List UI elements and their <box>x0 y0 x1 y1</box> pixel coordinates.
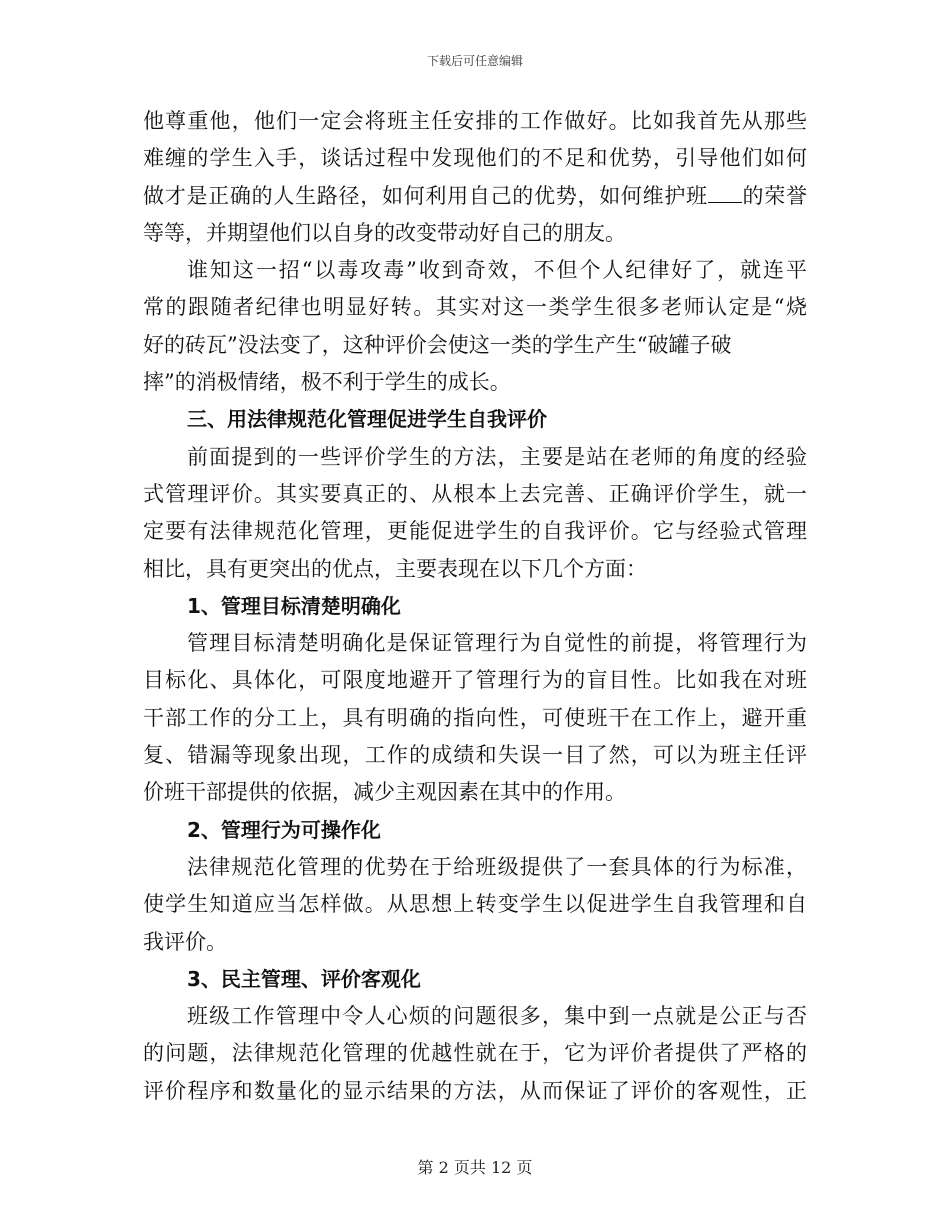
body-line: 好的砖瓦”没法变了，这种评价会使这一类的学生产生“破罐子破 <box>143 332 732 357</box>
body-line: 使学生知道应当怎样做。从思想上转变学生以促进学生自我管理和自 <box>143 892 807 917</box>
body-line: 等等，并期望他们以自身的改变带动好自己的朋友。 <box>143 220 626 245</box>
page-footer: 第 2 页共 12 页 <box>417 1158 533 1177</box>
section-heading: 三、用法律规范化管理促进学生自我评价 <box>187 407 547 432</box>
body-line: 班级工作管理中令人心烦的问题很多，集中到一点就是公正与否 <box>187 1004 807 1029</box>
body-line: 评价程序和数量化的显示结果的方法，从而保证了评价的客观性，正 <box>143 1078 807 1103</box>
body-line: 常的跟随者纪律也明显好转。其实对这一类学生很多老师认定是“烧 <box>143 295 807 320</box>
subsection-heading: 2、管理行为可操作化 <box>187 817 381 842</box>
body-line: 干部工作的分工上，具有明确的指向性，可使班干在工作上，避开重 <box>143 705 807 730</box>
body-line: 他尊重他，他们一定会将班主任安排的工作做好。比如我首先从那些 <box>143 109 807 133</box>
body-line: 管理目标清楚明确化是保证管理行为自觉性的前提，将管理行为 <box>187 631 807 656</box>
body-line-with-blank <box>143 178 807 215</box>
body-line: 价班干部提供的依据，减少主观因素在其中的作用。 <box>143 780 626 805</box>
body-line: 我评价。 <box>143 929 227 954</box>
body-line: 法律规范化管理的优势在于给班级提供了一套具体的行为标准， <box>187 854 807 879</box>
body-line: 的问题，法律规范化管理的优越性就在于，它为评价者提供了严格的 <box>143 1041 807 1066</box>
body-line: 相比，具有更突出的优点，主要表现在以下几个方面： <box>143 556 647 581</box>
subsection-heading: 3、民主管理、评价客观化 <box>187 966 421 991</box>
subsection-heading: 1、管理目标清楚明确化 <box>187 593 401 618</box>
body-line: 谁知这一招“以毒攻毒”收到奇效，不但个人纪律好了，就连平 <box>187 258 807 283</box>
body-line: 摔”的消极情绪，极不利于学生的成长。 <box>143 370 511 395</box>
body-line: 定要有法律规范化管理，更能促进学生的自我评价。它与经验式管理 <box>143 519 807 544</box>
body-line: 复、错漏等现象出现，工作的成绩和失误一目了然，可以为班主任评 <box>143 743 807 768</box>
body-line: 难缠的学生入手，谈话过程中发现他们的不足和优势，引导他们如何 <box>143 146 807 171</box>
body-line: 式管理评价。其实要真正的、从根本上去完善、正确评价学生，就一 <box>143 481 807 506</box>
fill-in-blank <box>708 182 742 203</box>
document-body <box>143 103 807 1110</box>
body-line-part: 的荣誉 <box>741 183 808 208</box>
body-line: 目标化、具体化，可限度地避开了管理行为的盲目性。比如我在对班 <box>143 668 807 693</box>
body-line-part: 做才是正确的人生路径，如何利用自己的优势，如何维护班 <box>143 183 708 208</box>
body-line: 前面提到的一些评价学生的方法，主要是站在老师的角度的经验 <box>187 444 807 469</box>
page-header: 下载后可任意编辑 <box>426 54 523 68</box>
